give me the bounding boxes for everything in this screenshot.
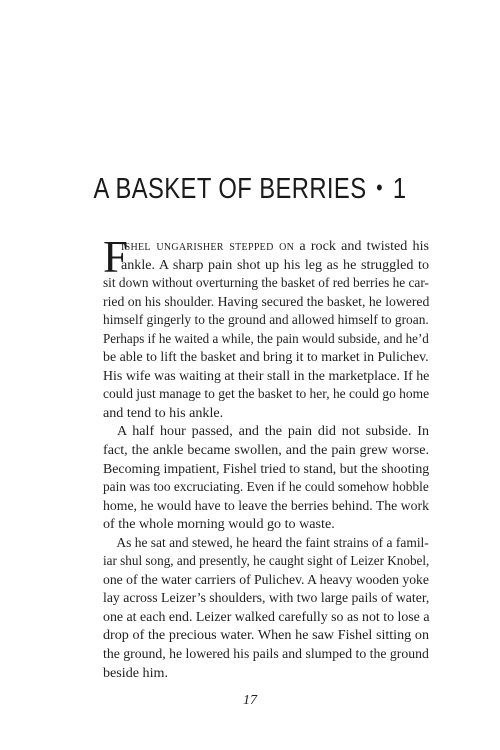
text-line: sit down without overturning the basket of red berries he car- <box>103 275 429 292</box>
text-line <box>103 237 429 256</box>
text-line: Becoming impatient, Fishel tried to stand, but the shooting <box>103 460 430 477</box>
text-line: the ground, he lowered his pails and slumped to the ground <box>103 646 429 663</box>
chapter-number: 1 <box>392 173 407 205</box>
text-line: fact, the ankle became swollen, and the pain grew worse. <box>103 442 429 459</box>
text-line: himself gingerly to the ground and allowed himself to groan. <box>103 312 429 329</box>
text-line: beside him. <box>103 664 168 681</box>
text-line: Perhaps if he waited a while, the pain would subside, and he’d <box>103 330 429 347</box>
text-line: ankle. A sharp pain shot up his leg as he struggled to <box>121 256 429 273</box>
text-line: As he sat and stewed, he heard the faint strains of a famil- <box>116 534 429 551</box>
text-line: iar shul song, and presently, he caught sight of Leizer Knobel, <box>103 553 430 570</box>
chapter-separator: • <box>376 175 384 200</box>
first-line-rest: a rock and twisted his <box>294 238 429 254</box>
text-line: lay across Leizer’s shoulders, with two large pails of water, <box>103 590 430 607</box>
text-line: A half hour passed, and the pain did not subside. In <box>117 423 429 440</box>
chapter-heading <box>45 170 455 207</box>
text-line: ried on his shoulder. Having secured the basket, he lowered <box>103 293 430 310</box>
text-line: home, he would have to leave the berries behind. The work <box>103 497 429 514</box>
drop-cap: F <box>103 232 129 282</box>
text-line: one of the water carriers of Pulichev. A heavy wooden yoke <box>103 571 429 588</box>
text-line: one at each end. Leizer walked carefully so as not to lose a <box>103 608 430 625</box>
chapter-title: A BASKET OF BERRIES <box>93 173 367 205</box>
text-line: could just manage to get the basket to her, he could go home <box>103 386 430 403</box>
page-number: 17 <box>243 693 257 708</box>
text-line: and tend to his ankle. <box>103 404 224 421</box>
text-line: drop of the precious water. When he saw Fishel sitting on <box>103 627 429 644</box>
opening-small-caps: ishel ungarisher stepped on <box>121 238 295 254</box>
text-line: be able to lift the basket and bring it to market in Pulichev. <box>103 349 429 366</box>
text-line: His wife was waiting at their stall in the marketplace. If he <box>103 367 430 384</box>
text-line: pain was too excruciating. Even if he could somehow hobble <box>103 479 429 496</box>
text-line: of the whole morning would go to waste. <box>103 516 335 533</box>
body-text <box>103 232 430 682</box>
